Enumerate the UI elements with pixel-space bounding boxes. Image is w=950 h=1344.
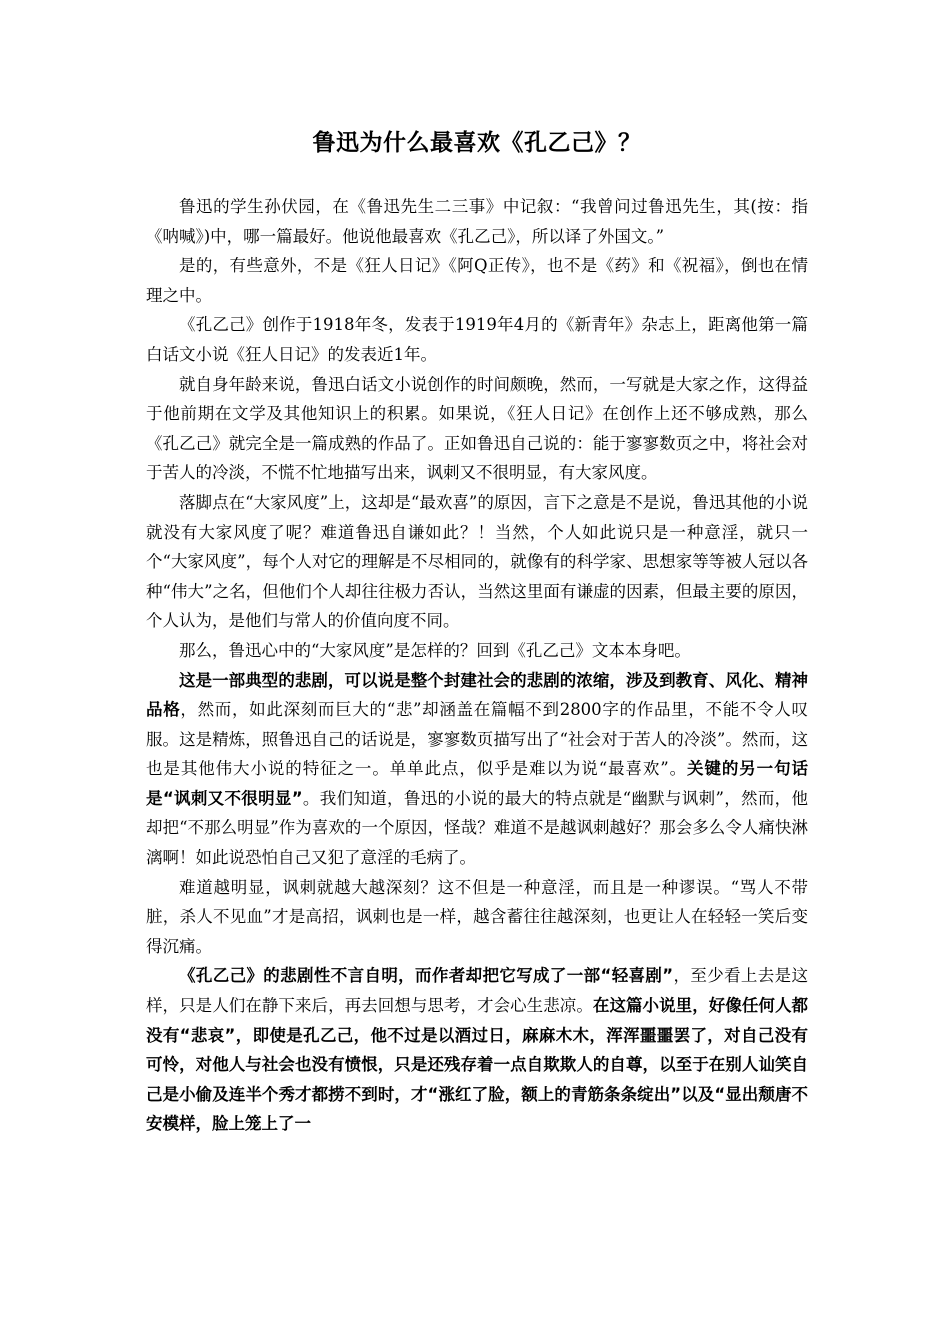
text-run: 。我们知道，鲁迅的小说的最大的特点就是“幽默与讽刺”，然而，他却把“不那么明显”作为喜欢的一个原因，怪哉？难道不是越讽刺越好？那会多么令人痛快淋漓啊！如此说恐怕自己又犯了意淫的毛病了。 <box>146 788 808 868</box>
text-run: ，然而，如此深刻而巨大的“悲”却涵盖在篇幅不到2800字的作品里，不能不令人叹服。这是精炼，照鲁迅自己的话说是，寥寥数页描写出了“社会对于苦人的冷淡”。然而，这也是其他伟大小说的特征之一。单单此点，似乎是难以为说“最喜欢”。 <box>146 700 808 779</box>
paragraph <box>146 961 808 1139</box>
text-run: 落脚点在“大家风度”上，这却是“最欢喜”的原因，言下之意是不是说，鲁迅其他的小说就没有大家风度了呢？难道鲁迅自谦如此？！当然，个人如此说只是一种意淫，就只一个“大家风度”，每个人对它的理解是不尽相同的，就像有的科学家、思想家等等被人冠以各种“伟大”之名，但他们个人却往往极力否认，当然这里面有谦虚的因素，但最主要的原因，个人认为，是他们与常人的价值向度不同。 <box>146 492 808 631</box>
bold-text-run: 关键的另一句话是“讽刺又不很明显” <box>146 759 808 808</box>
paragraph <box>146 873 808 962</box>
paragraph <box>146 666 808 873</box>
paragraph <box>146 488 808 636</box>
paragraph <box>146 370 808 488</box>
document-title: 鲁迅为什么最喜欢《孔乙己》？ <box>312 130 642 156</box>
text-run: 就自身年龄来说，鲁迅白话文小说创作的时间颇晚，然而，一写就是大家之作，这得益于他前期在文学及其他知识上的积累。如果说，《狂人日记》在创作上还不够成熟，那么《孔乙己》就完全是一篇成熟的作品了。正如鲁迅自己说的：能于寥寥数页之中，将社会对于苦人的冷淡，不慌不忙地描写出来，讽刺又不很明显，有大家风度。 <box>146 374 808 483</box>
paragraph <box>146 636 808 666</box>
text-run: 那么，鲁迅心中的“大家风度”是怎样的？回到《孔乙己》文本本身吧。 <box>179 640 691 660</box>
paragraph <box>146 310 808 369</box>
text-run: 鲁迅的学生孙伏园，在《鲁迅先生二三事》中记叙：“我曾问过鲁迅先生，其(按：指《呐喊》)中，哪一篇最好。他说他最喜欢《孔乙己》，所以译了外国文。” <box>146 197 808 246</box>
text-run: 是的，有些意外，不是《狂人日记》《阿Q正传》，也不是《药》和《祝福》，倒也在情理之中。 <box>146 256 808 305</box>
paragraph <box>146 192 808 251</box>
document-body <box>146 192 808 1139</box>
text-run: 难道越明显，讽刺就越大越深刻？这不但是一种意淫，而且是一种谬误。“骂人不带脏，杀人不见血”才是高招，讽刺也是一样，越含蓄往往越深刻，也更让人在轻轻一笑后变得沉痛。 <box>146 877 808 956</box>
bold-text-run: 《孔乙己》的悲剧性不言自明，而作者却把它写成了一部“轻喜剧” <box>179 966 674 986</box>
paragraph <box>146 251 808 310</box>
text-run: 《孔乙己》创作于1918年冬，发表于1919年4月的《新青年》杂志上，距离他第一篇白话文小说《狂人日记》的发表近1年。 <box>146 315 808 364</box>
bold-text-run: 这是一部典型的悲剧，可以说是整个封建社会的悲剧的浓缩，涉及到教育、风化、精神品格 <box>146 670 808 720</box>
bold-text-run: 在这篇小说里，好像任何人都没有“悲哀”，即使是孔乙己，他不过是以酒过日，麻麻木木，浑浑噩噩罢了，对自己没有可怜，对他人与社会也没有愤恨，只是还残存着一点自欺欺人的自尊，以至于在别人讪笑自己是小偷及连半个秀才都捞不到时，才“涨红了脸，额上的青筋条条绽出”以及“显出颓唐不安模样，脸上笼上了一 <box>146 996 809 1134</box>
text-run: ，至少看上去是这样，只是人们在静下来后，再去回想与思考，才会心生悲凉。 <box>146 966 808 1016</box>
document-page <box>146 128 808 1139</box>
